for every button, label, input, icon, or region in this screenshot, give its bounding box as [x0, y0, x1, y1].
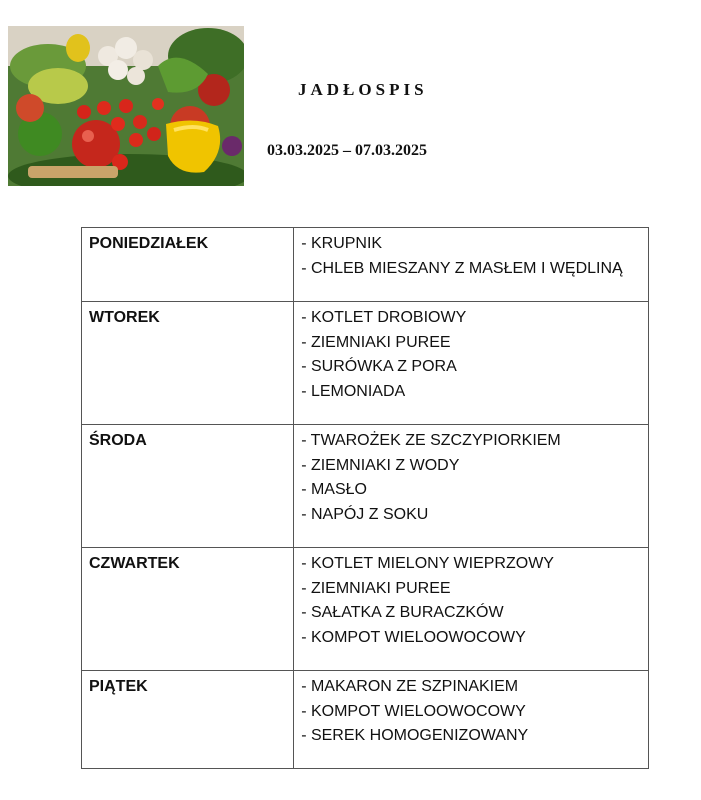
- date-range: 03.03.2025 – 07.03.2025: [267, 142, 427, 159]
- meal-item: - NAPÓJ Z SOKU: [301, 505, 429, 523]
- day-label: PONIEDZIAŁEK: [82, 228, 294, 302]
- table-row: [82, 671, 649, 769]
- meals-cell: [294, 302, 649, 425]
- meal-item: - KOMPOT WIELOOWOCOWY: [301, 628, 526, 646]
- day-label: WTOREK: [82, 302, 294, 425]
- meal-item: - ZIEMNIAKI PUREE: [301, 579, 451, 597]
- meals-cell: [294, 425, 649, 548]
- meals-cell: [294, 671, 649, 769]
- meals-cell: [294, 548, 649, 671]
- meal-item: - TWAROŻEK ZE SZCZYPIORKIEM: [301, 432, 561, 449]
- meal-item: - MASŁO: [301, 481, 367, 498]
- table-row: [82, 425, 649, 548]
- day-label: PIĄTEK: [82, 671, 294, 769]
- meal-item: - ZIEMNIAKI Z WODY: [301, 456, 460, 474]
- table-row: [82, 302, 649, 425]
- day-label: CZWARTEK: [82, 548, 294, 671]
- meal-item: - CHLEB MIESZANY Z MASŁEM I WĘDLINĄ: [301, 259, 623, 277]
- meal-item: - KOTLET DROBIOWY: [301, 309, 467, 326]
- meal-item: - SAŁATKA Z BURACZKÓW: [301, 604, 504, 621]
- meal-item: - SEREK HOMOGENIZOWANY: [301, 727, 529, 744]
- table-row: [82, 228, 649, 302]
- page-title: JADŁOSPIS: [298, 80, 428, 99]
- vegetables-photo-icon: [8, 26, 244, 186]
- meal-item: - MAKARON ZE SZPINAKIEM: [301, 678, 519, 695]
- meal-item: - LEMONIADA: [301, 382, 406, 400]
- menu-table: [81, 227, 649, 769]
- meal-item: - SURÓWKA Z PORA: [301, 358, 457, 375]
- day-label: ŚRODA: [82, 425, 294, 548]
- meal-item: - ZIEMNIAKI PUREE: [301, 333, 451, 351]
- meal-item: - KOMPOT WIELOOWOCOWY: [301, 702, 526, 720]
- meal-item: - KOTLET MIELONY WIEPRZOWY: [301, 555, 554, 572]
- table-row: [82, 548, 649, 671]
- meal-item: - KRUPNIK: [301, 235, 383, 252]
- meals-cell: [294, 228, 649, 302]
